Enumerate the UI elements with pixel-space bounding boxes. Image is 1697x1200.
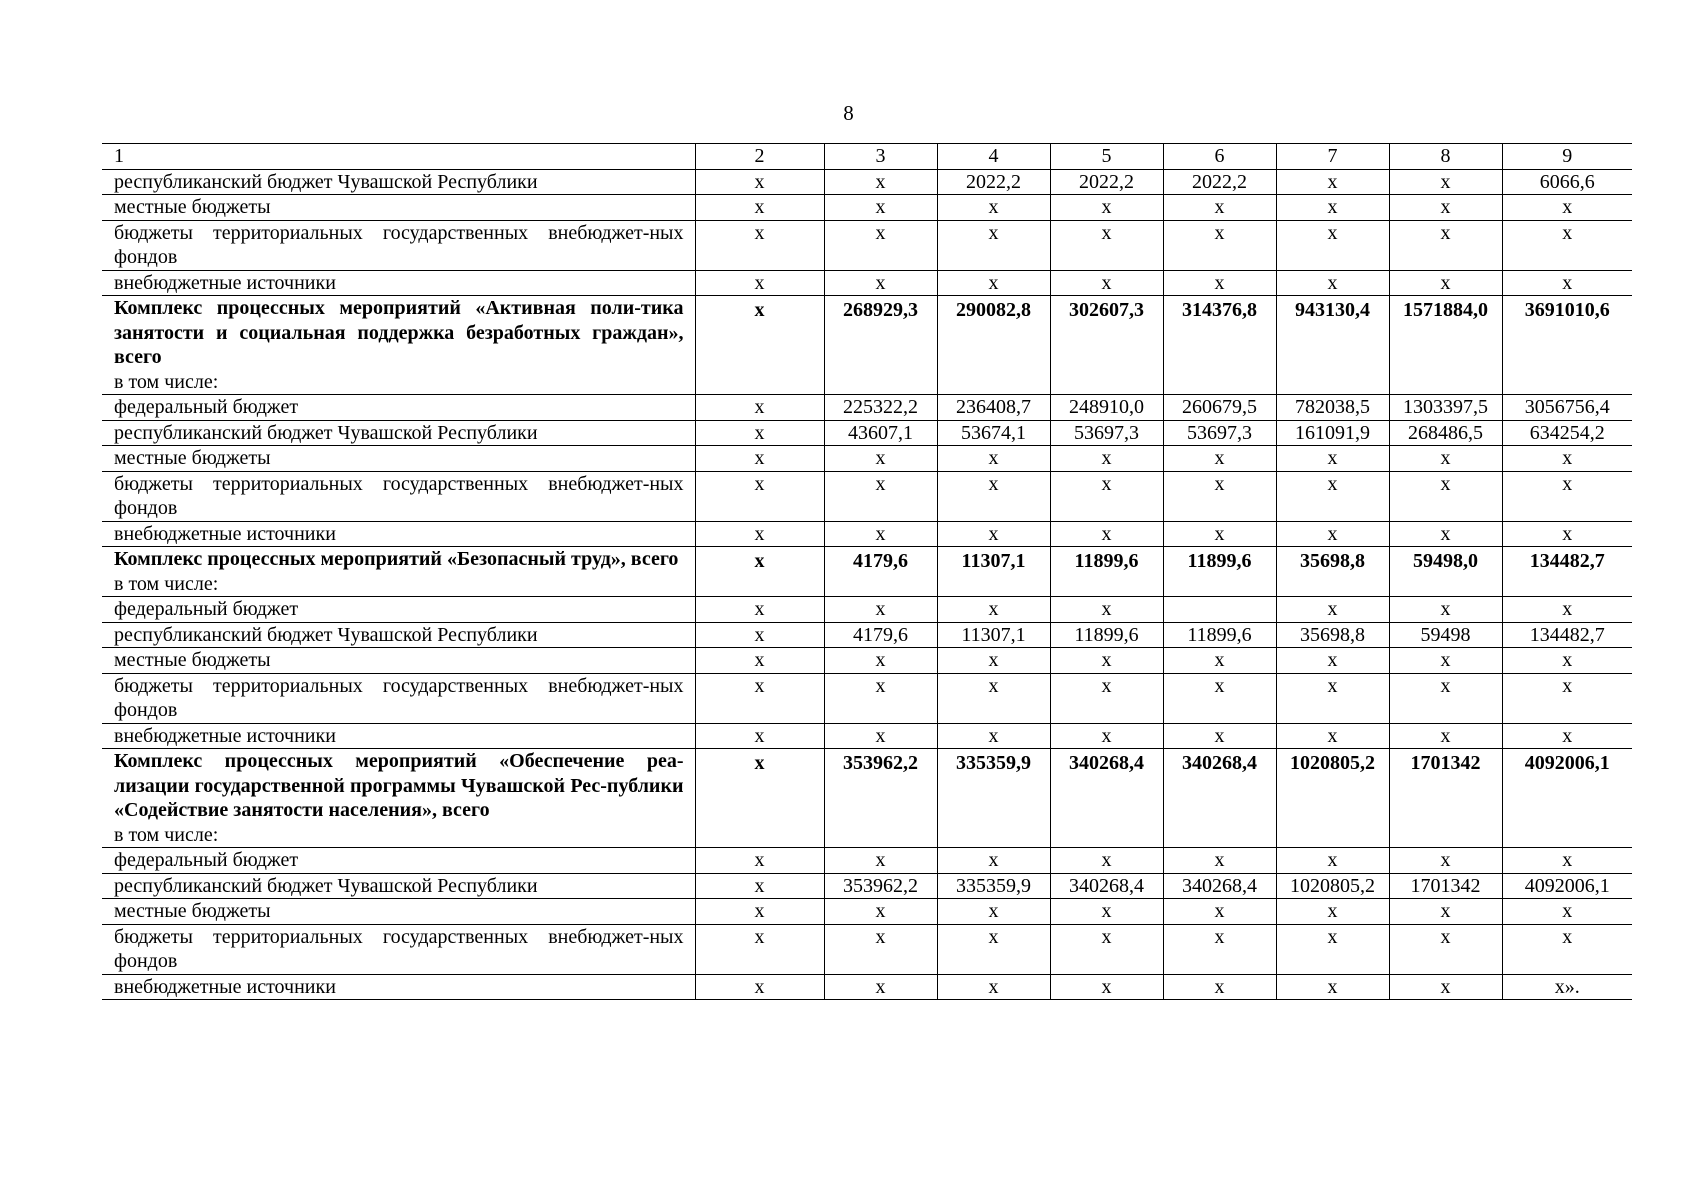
table-row xyxy=(102,899,1632,925)
value-cell: х xyxy=(1276,521,1389,547)
column-header: 2 xyxy=(695,144,824,170)
value-cell: х xyxy=(1050,220,1163,270)
value-cell: х xyxy=(1163,270,1276,296)
value-cell: 1020805,2 xyxy=(1276,749,1389,848)
row-label-cell: внебюджетные источники xyxy=(102,270,695,296)
value-cell: 4092006,1 xyxy=(1502,749,1632,848)
value-cell: 302607,3 xyxy=(1050,296,1163,395)
value-cell: х xyxy=(1389,521,1502,547)
row-label-cell: внебюджетные источники xyxy=(102,723,695,749)
value-cell: х xyxy=(1502,899,1632,925)
column-header: 8 xyxy=(1389,144,1502,170)
value-cell: х xyxy=(1276,270,1389,296)
value-cell: х xyxy=(695,848,824,874)
value-cell: х xyxy=(1050,974,1163,1000)
value-cell: х xyxy=(1389,195,1502,221)
value-cell: 353962,2 xyxy=(824,873,937,899)
value-cell: х xyxy=(1163,446,1276,472)
value-cell: х xyxy=(937,924,1050,974)
value-cell: х xyxy=(824,270,937,296)
value-cell: х xyxy=(1502,848,1632,874)
value-cell: 134482,7 xyxy=(1502,547,1632,597)
value-cell: х xyxy=(937,899,1050,925)
value-cell: х xyxy=(824,974,937,1000)
table-row xyxy=(102,195,1632,221)
value-cell: х xyxy=(1502,723,1632,749)
value-cell: х xyxy=(1502,195,1632,221)
value-cell: х xyxy=(695,220,824,270)
column-header: 4 xyxy=(937,144,1050,170)
value-cell: 340268,4 xyxy=(1050,873,1163,899)
value-cell: х xyxy=(1163,974,1276,1000)
row-label-cell: местные бюджеты xyxy=(102,648,695,674)
value-cell: х xyxy=(695,195,824,221)
value-cell: х xyxy=(937,723,1050,749)
table-row xyxy=(102,395,1632,421)
row-label-cell: местные бюджеты xyxy=(102,446,695,472)
value-cell: 1571884,0 xyxy=(1389,296,1502,395)
value-cell: х xyxy=(695,974,824,1000)
value-cell: 1701342 xyxy=(1389,873,1502,899)
column-header: 6 xyxy=(1163,144,1276,170)
column-header: 5 xyxy=(1050,144,1163,170)
value-cell: 335359,9 xyxy=(937,873,1050,899)
value-cell: х xyxy=(1502,220,1632,270)
value-cell: х xyxy=(1050,924,1163,974)
value-cell: 35698,8 xyxy=(1276,547,1389,597)
value-cell: х xyxy=(1276,446,1389,472)
row-label-cell: республиканский бюджет Чувашской Республики xyxy=(102,873,695,899)
table-row xyxy=(102,471,1632,521)
value-cell: х xyxy=(1163,924,1276,974)
row-label-cell: местные бюджеты xyxy=(102,899,695,925)
value-cell: 53697,3 xyxy=(1050,420,1163,446)
row-label-cell: бюджеты территориальных государственных внебюджет-ных фондов xyxy=(102,673,695,723)
value-cell: х xyxy=(1389,648,1502,674)
page-number: 8 xyxy=(843,101,854,125)
row-label-cell: федеральный бюджет xyxy=(102,395,695,421)
table-row xyxy=(102,547,1632,597)
value-cell: х xyxy=(695,547,824,597)
value-cell: 11899,6 xyxy=(1163,622,1276,648)
value-cell: х xyxy=(1502,446,1632,472)
value-cell: 59498,0 xyxy=(1389,547,1502,597)
value-cell: 340268,4 xyxy=(1050,749,1163,848)
value-cell: х xyxy=(695,723,824,749)
value-cell: 260679,5 xyxy=(1163,395,1276,421)
value-cell: х xyxy=(1163,848,1276,874)
value-cell: х xyxy=(695,169,824,195)
value-cell: 59498 xyxy=(1389,622,1502,648)
table-row xyxy=(102,446,1632,472)
value-cell: х xyxy=(937,521,1050,547)
value-cell: х xyxy=(1389,270,1502,296)
section-title-cell xyxy=(102,296,695,395)
value-cell: х xyxy=(1276,924,1389,974)
value-cell: 340268,4 xyxy=(1163,749,1276,848)
value-cell: х xyxy=(1502,648,1632,674)
table-row xyxy=(102,169,1632,195)
value-cell: 340268,4 xyxy=(1163,873,1276,899)
value-cell: 353962,2 xyxy=(824,749,937,848)
value-cell: х xyxy=(824,899,937,925)
value-cell: х xyxy=(1163,673,1276,723)
value-cell: х xyxy=(1050,521,1163,547)
value-cell: 4092006,1 xyxy=(1502,873,1632,899)
value-cell: х xyxy=(824,723,937,749)
value-cell: х xyxy=(695,395,824,421)
row-label-cell: федеральный бюджет xyxy=(102,848,695,874)
value-cell: х xyxy=(1389,899,1502,925)
value-cell: х xyxy=(824,169,937,195)
value-cell: 335359,9 xyxy=(937,749,1050,848)
value-cell: х xyxy=(695,648,824,674)
value-cell: х xyxy=(1050,648,1163,674)
row-label-cell: федеральный бюджет xyxy=(102,597,695,623)
row-label-cell: республиканский бюджет Чувашской Республики xyxy=(102,622,695,648)
value-cell: х xyxy=(1276,648,1389,674)
value-cell: х xyxy=(824,220,937,270)
value-cell: 3691010,6 xyxy=(1502,296,1632,395)
value-cell: х xyxy=(1163,723,1276,749)
value-cell: х xyxy=(1050,446,1163,472)
table-row xyxy=(102,296,1632,395)
value-cell: х xyxy=(824,924,937,974)
value-cell: х xyxy=(1276,723,1389,749)
value-cell: 2022,2 xyxy=(1163,169,1276,195)
value-cell: 1701342 xyxy=(1389,749,1502,848)
value-cell: 268486,5 xyxy=(1389,420,1502,446)
value-cell: х xyxy=(1050,673,1163,723)
value-cell: х xyxy=(1163,648,1276,674)
table-row xyxy=(102,848,1632,874)
value-cell: 35698,8 xyxy=(1276,622,1389,648)
value-cell: 943130,4 xyxy=(1276,296,1389,395)
value-cell: 1303397,5 xyxy=(1389,395,1502,421)
value-cell: х xyxy=(1502,597,1632,623)
value-cell: 11307,1 xyxy=(937,622,1050,648)
value-cell: х xyxy=(695,471,824,521)
value-cell: х xyxy=(1050,597,1163,623)
value-cell: х xyxy=(1389,220,1502,270)
value-cell: х xyxy=(937,195,1050,221)
value-cell: 782038,5 xyxy=(1276,395,1389,421)
value-cell: 1020805,2 xyxy=(1276,873,1389,899)
value-cell: 236408,7 xyxy=(937,395,1050,421)
value-cell: х xyxy=(1502,471,1632,521)
value-cell: х xyxy=(937,446,1050,472)
value-cell: х xyxy=(937,471,1050,521)
value-cell: х xyxy=(1050,848,1163,874)
value-cell: х xyxy=(1276,471,1389,521)
value-cell: х xyxy=(1050,471,1163,521)
value-cell: х xyxy=(1276,220,1389,270)
value-cell: 161091,9 xyxy=(1276,420,1389,446)
row-label-cell: внебюджетные источники xyxy=(102,521,695,547)
value-cell: 2022,2 xyxy=(1050,169,1163,195)
table-row xyxy=(102,749,1632,848)
value-cell: х xyxy=(695,521,824,547)
value-cell: х xyxy=(824,446,937,472)
value-cell: х xyxy=(695,296,824,395)
value-cell: 11899,6 xyxy=(1163,547,1276,597)
value-cell: х xyxy=(695,673,824,723)
value-cell: х xyxy=(937,597,1050,623)
value-cell: 43607,1 xyxy=(824,420,937,446)
value-cell: х xyxy=(937,270,1050,296)
table-row xyxy=(102,622,1632,648)
value-cell: 11307,1 xyxy=(937,547,1050,597)
row-label-cell: республиканский бюджет Чувашской Республики xyxy=(102,169,695,195)
table-row xyxy=(102,974,1632,1000)
value-cell: х xyxy=(695,873,824,899)
section-title: Комплекс процессных мероприятий «Обеспечение реа-лизации государственной программы Чувашской Рес-публики «Содействие занятости населения», всего xyxy=(114,750,684,821)
value-cell: х». xyxy=(1502,974,1632,1000)
value-cell: х xyxy=(1276,597,1389,623)
value-cell: 53674,1 xyxy=(937,420,1050,446)
value-cell: 314376,8 xyxy=(1163,296,1276,395)
table-row xyxy=(102,521,1632,547)
row-label-cell: бюджеты территориальных государственных внебюджет-ных фондов xyxy=(102,471,695,521)
table-row xyxy=(102,648,1632,674)
table-row xyxy=(102,873,1632,899)
row-label-cell: местные бюджеты xyxy=(102,195,695,221)
value-cell: х xyxy=(1276,974,1389,1000)
value-cell: х xyxy=(695,270,824,296)
value-cell: х xyxy=(937,648,1050,674)
value-cell: х xyxy=(1163,471,1276,521)
section-subtitle: в том числе: xyxy=(114,572,219,595)
value-cell: х xyxy=(1050,899,1163,925)
table-row xyxy=(102,420,1632,446)
value-cell: х xyxy=(1276,169,1389,195)
value-cell: х xyxy=(1050,723,1163,749)
value-cell: х xyxy=(1163,899,1276,925)
table-row xyxy=(102,723,1632,749)
value-cell: х xyxy=(1389,446,1502,472)
row-label-cell: бюджеты территориальных государственных внебюджет-ных фондов xyxy=(102,924,695,974)
value-cell: х xyxy=(1389,848,1502,874)
section-subtitle: в том числе: xyxy=(114,370,219,393)
value-cell: 53697,3 xyxy=(1163,420,1276,446)
value-cell: х xyxy=(824,648,937,674)
value-cell: 6066,6 xyxy=(1502,169,1632,195)
value-cell: х xyxy=(1389,924,1502,974)
value-cell: х xyxy=(1163,195,1276,221)
value-cell: х xyxy=(1502,270,1632,296)
value-cell: 225322,2 xyxy=(824,395,937,421)
value-cell: х xyxy=(1389,471,1502,521)
budget-table xyxy=(102,143,1632,1000)
column-header: 9 xyxy=(1502,144,1632,170)
section-title-cell xyxy=(102,547,695,597)
value-cell: х xyxy=(1389,597,1502,623)
value-cell: 2022,2 xyxy=(937,169,1050,195)
value-cell: 248910,0 xyxy=(1050,395,1163,421)
table-row xyxy=(102,597,1632,623)
value-cell: х xyxy=(695,446,824,472)
value-cell: 268929,3 xyxy=(824,296,937,395)
value-cell: х xyxy=(1389,974,1502,1000)
value-cell: х xyxy=(937,673,1050,723)
table-row xyxy=(102,924,1632,974)
value-cell: х xyxy=(1389,673,1502,723)
value-cell: х xyxy=(695,899,824,925)
value-cell: 11899,6 xyxy=(1050,547,1163,597)
row-label-cell: бюджеты территориальных государственных внебюджет-ных фондов xyxy=(102,220,695,270)
section-title: Комплекс процессных мероприятий «Безопасный труд», всего xyxy=(114,548,679,570)
value-cell: х xyxy=(824,471,937,521)
value-cell: х xyxy=(695,597,824,623)
value-cell: х xyxy=(1163,220,1276,270)
value-cell: х xyxy=(695,420,824,446)
value-cell xyxy=(1163,597,1276,623)
value-cell: 290082,8 xyxy=(937,296,1050,395)
row-label-cell: республиканский бюджет Чувашской Республики xyxy=(102,420,695,446)
column-header: 7 xyxy=(1276,144,1389,170)
value-cell: х xyxy=(1050,270,1163,296)
table-row xyxy=(102,673,1632,723)
table-row xyxy=(102,270,1632,296)
value-cell: х xyxy=(695,749,824,848)
value-cell: х xyxy=(1276,673,1389,723)
value-cell: х xyxy=(1502,521,1632,547)
table-body xyxy=(102,144,1632,1000)
value-cell: х xyxy=(824,195,937,221)
column-header: 3 xyxy=(824,144,937,170)
value-cell: х xyxy=(824,597,937,623)
value-cell: х xyxy=(937,974,1050,1000)
value-cell: 11899,6 xyxy=(1050,622,1163,648)
value-cell: 4179,6 xyxy=(824,547,937,597)
value-cell: х xyxy=(1163,521,1276,547)
column-header: 1 xyxy=(102,144,695,170)
value-cell: х xyxy=(695,622,824,648)
value-cell: х xyxy=(937,848,1050,874)
value-cell: х xyxy=(1276,848,1389,874)
section-title-cell xyxy=(102,749,695,848)
value-cell: 3056756,4 xyxy=(1502,395,1632,421)
value-cell: х xyxy=(1050,195,1163,221)
value-cell: х xyxy=(1389,169,1502,195)
value-cell: х xyxy=(824,848,937,874)
section-subtitle: в том числе: xyxy=(114,823,219,846)
value-cell: 134482,7 xyxy=(1502,622,1632,648)
table-row xyxy=(102,220,1632,270)
value-cell: х xyxy=(1276,195,1389,221)
value-cell: 634254,2 xyxy=(1502,420,1632,446)
row-label-cell: внебюджетные источники xyxy=(102,974,695,1000)
value-cell: х xyxy=(824,673,937,723)
section-title: Комплекс процессных мероприятий «Активная поли-тика занятости и социальная поддержка безработных граждан», всего xyxy=(114,297,684,368)
value-cell: 4179,6 xyxy=(824,622,937,648)
value-cell: х xyxy=(824,521,937,547)
value-cell: х xyxy=(1389,723,1502,749)
value-cell: х xyxy=(1502,924,1632,974)
value-cell: х xyxy=(1502,673,1632,723)
value-cell: х xyxy=(1276,899,1389,925)
value-cell: х xyxy=(695,924,824,974)
value-cell: х xyxy=(937,220,1050,270)
table-header-row xyxy=(102,144,1632,170)
